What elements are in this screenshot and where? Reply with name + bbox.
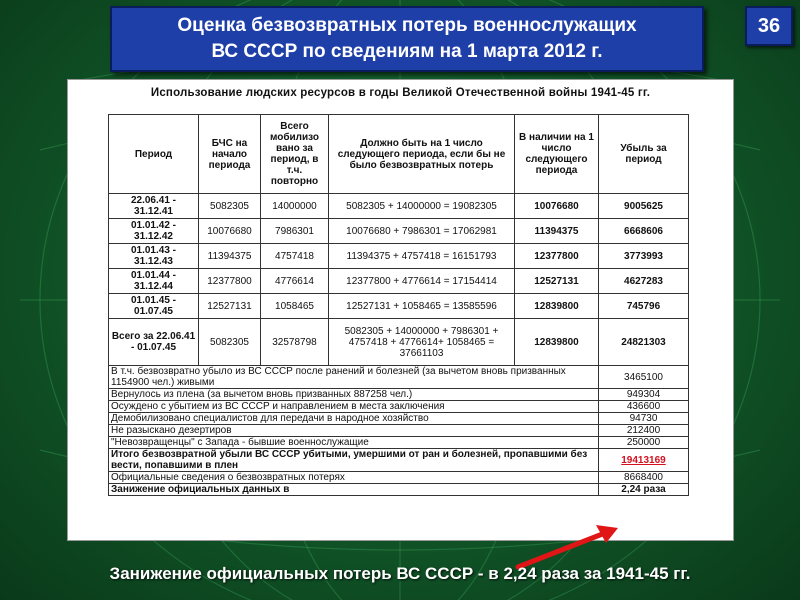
header-period: Период [109, 115, 199, 194]
summary-value: 8668400 [599, 472, 689, 484]
header-expected: Должно быть на 1 число следующего периода, если бы не было безвозвратных потерь [329, 115, 515, 194]
summary-row [109, 484, 689, 496]
cell-period: 01.01.45 - 01.07.45 [109, 294, 199, 319]
summary-row [109, 389, 689, 401]
cell-expected: 10076680 + 7986301 = 17062981 [329, 219, 515, 244]
cell-available: 11394375 [515, 219, 599, 244]
cell-bcs: 5082305 [199, 194, 261, 219]
table-row [109, 219, 689, 244]
total-loss-value: 19413169 [621, 454, 666, 466]
table-row [109, 194, 689, 219]
summary-value: 250000 [599, 437, 689, 449]
cell-expected: 5082305 + 14000000 + 7986301 + 4757418 + 4776614+ 1058465 = 37661103 [329, 319, 515, 366]
cell-loss: 24821303 [599, 319, 689, 366]
summary-row [109, 401, 689, 413]
cell-loss: 9005625 [599, 194, 689, 219]
summary-row [109, 413, 689, 425]
cell-period: 01.01.44 - 31.12.44 [109, 269, 199, 294]
summary-value: 2,24 раза [599, 484, 689, 496]
cell-mobilized: 32578798 [261, 319, 329, 366]
header-loss: Убыль за период [599, 115, 689, 194]
table-row [109, 294, 689, 319]
cell-loss: 3773993 [599, 244, 689, 269]
cell-mobilized: 1058465 [261, 294, 329, 319]
summary-value: 949304 [599, 389, 689, 401]
table-header-row [109, 115, 689, 194]
summary-label: Итого безвозвратной убыли ВС СССР убитыми, умершими от ран и болезней, пропавшими без вести, попавшими в плен [109, 449, 599, 472]
cell-available: 10076680 [515, 194, 599, 219]
summary-value-highlight [599, 449, 689, 472]
summary-label: Официальные сведения о безвозвратных потерях [109, 472, 599, 484]
cell-available: 12839800 [515, 294, 599, 319]
cell-available: 12839800 [515, 319, 599, 366]
slide-title-line2: ВС СССР по сведениям на 1 марта 2012 г. [211, 41, 603, 62]
summary-row [109, 449, 689, 472]
summary-value: 3465100 [599, 366, 689, 389]
header-available: В наличии на 1 число следующего периода [515, 115, 599, 194]
summary-row [109, 366, 689, 389]
cell-period: 01.01.43 - 31.12.43 [109, 244, 199, 269]
table-row [109, 244, 689, 269]
header-mobilized: Всего мобилизо вано за период, в т.ч. повторно [261, 115, 329, 194]
slide-title [110, 6, 704, 72]
cell-expected: 11394375 + 4757418 = 16151793 [329, 244, 515, 269]
cell-mobilized: 4757418 [261, 244, 329, 269]
slide-number: 36 [745, 6, 793, 46]
cell-expected: 12377800 + 4776614 = 17154414 [329, 269, 515, 294]
cell-bcs: 5082305 [199, 319, 261, 366]
cell-bcs: 12377800 [199, 269, 261, 294]
cell-bcs: 10076680 [199, 219, 261, 244]
summary-label: Вернулось из плена (за вычетом вновь призванных 887258 чел.) [109, 389, 599, 401]
summary-label: Занижение официальных данных в [109, 484, 599, 496]
summary-value: 436600 [599, 401, 689, 413]
cell-available: 12527131 [515, 269, 599, 294]
table-total-row [109, 319, 689, 366]
cell-available: 12377800 [515, 244, 599, 269]
cell-period: 01.01.42 - 31.12.42 [109, 219, 199, 244]
cell-mobilized: 14000000 [261, 194, 329, 219]
summary-label: Осуждено с убытием из ВС СССР и направлением в места заключения [109, 401, 599, 413]
cell-mobilized: 4776614 [261, 269, 329, 294]
cell-loss: 4627283 [599, 269, 689, 294]
header-bcs: БЧС на начало периода [199, 115, 261, 194]
summary-label: "Невозвращенцы" с Запада - бывшие военнослужащие [109, 437, 599, 449]
summary-label: Не разыскано дезертиров [109, 425, 599, 437]
cell-expected: 5082305 + 14000000 = 19082305 [329, 194, 515, 219]
summary-row [109, 437, 689, 449]
cell-loss: 745796 [599, 294, 689, 319]
summary-value: 94730 [599, 413, 689, 425]
summary-row [109, 425, 689, 437]
cell-bcs: 11394375 [199, 244, 261, 269]
cell-expected: 12527131 + 1058465 = 13585596 [329, 294, 515, 319]
cell-period: Всего за 22.06.41 - 01.07.45 [109, 319, 199, 366]
footer-caption: Занижение официальных потерь ВС СССР - в 2,24 раза за 1941-45 гг. [109, 564, 691, 583]
scanned-table-sheet [67, 79, 734, 541]
summary-value: 212400 [599, 425, 689, 437]
cell-period: 22.06.41 - 31.12.41 [109, 194, 199, 219]
slide-title-line1: Оценка безвозвратных потерь военнослужащих [177, 15, 637, 36]
cell-bcs: 12527131 [199, 294, 261, 319]
summary-label: Демобилизовано специалистов для передачи в народное хозяйство [109, 413, 599, 425]
summary-label: В т.ч. безвозвратно убыло из ВС СССР после ранений и болезней (за вычетом вновь призванных 1154900 чел.) живыми [109, 366, 599, 389]
cell-loss: 6668606 [599, 219, 689, 244]
table-row [109, 269, 689, 294]
cell-mobilized: 7986301 [261, 219, 329, 244]
sheet-title: Использование людских ресурсов в годы Великой Отечественной войны 1941-45 гг. [150, 87, 651, 99]
summary-row [109, 472, 689, 484]
resources-table [108, 114, 689, 496]
